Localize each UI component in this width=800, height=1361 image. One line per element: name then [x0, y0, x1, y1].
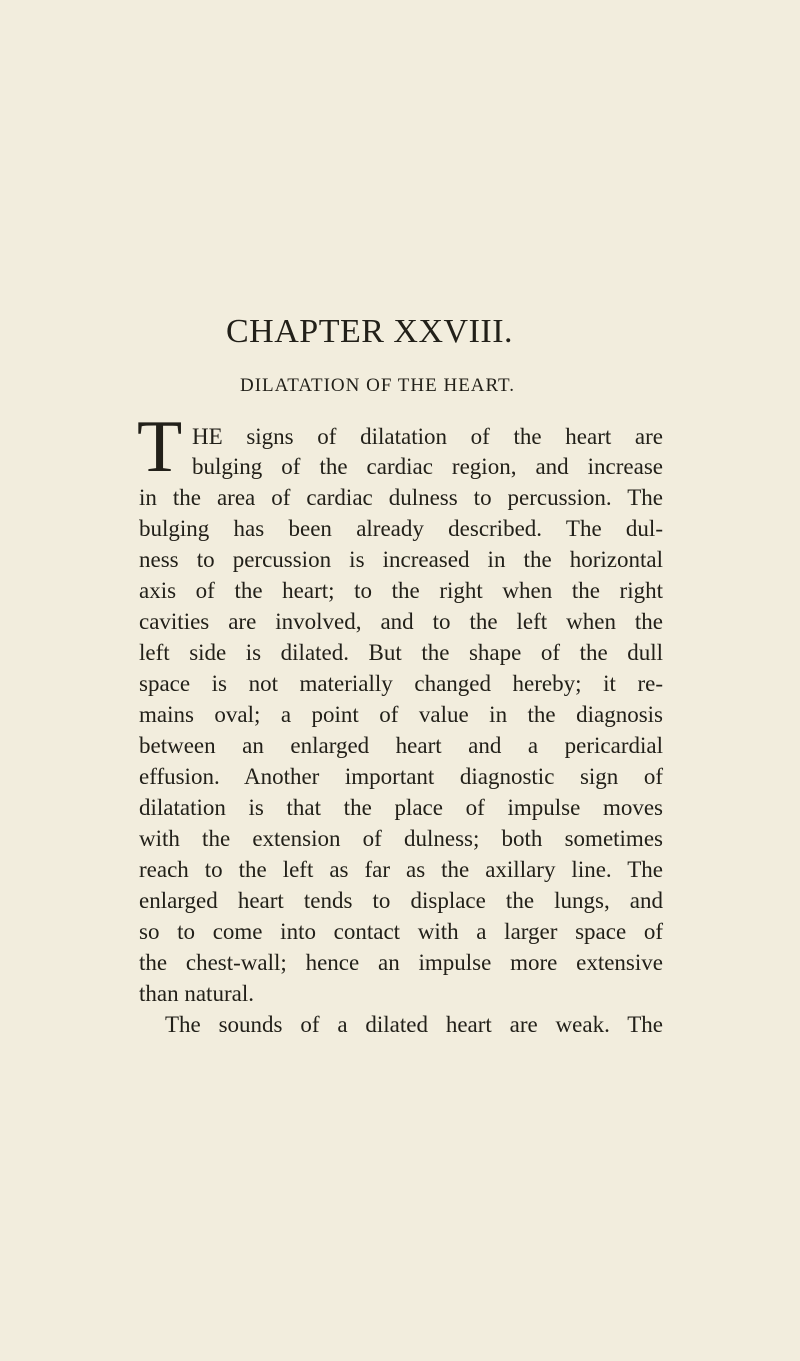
text-line: the chest-wall; hence an impulse more extensive: [139, 950, 663, 975]
text-line: axis of the heart; to the right when the right: [139, 578, 663, 603]
text-line: so to come into contact with a larger space of: [139, 919, 663, 944]
section-heading: DILATATION OF THE HEART.: [240, 375, 515, 396]
text-line: ness to percussion is increased in the horizontal: [139, 547, 663, 572]
text-line: with the extension of dulness; both sometimes: [139, 826, 663, 851]
text-line: effusion. Another important diagnostic sign of: [139, 764, 663, 789]
text-line: cavities are involved, and to the left when the: [139, 609, 663, 634]
drop-cap: T: [137, 406, 183, 488]
text-line: HE signs of dilatation of the heart are: [192, 424, 663, 449]
text-line: The sounds of a dilated heart are weak. The: [165, 1012, 663, 1037]
text-line: space is not materially changed hereby; it re-: [139, 671, 663, 696]
text-line: enlarged heart tends to displace the lungs, and: [139, 888, 663, 913]
text-line: in the area of cardiac dulness to percussion. The: [139, 485, 663, 510]
text-line: dilatation is that the place of impulse moves: [139, 795, 663, 820]
text-line: mains oval; a point of value in the diagnosis: [139, 702, 663, 727]
text-line: reach to the left as far as the axillary line. The: [139, 857, 663, 882]
text-line: left side is dilated. But the shape of the dull: [139, 640, 663, 665]
text-line: bulging of the cardiac region, and increase: [192, 454, 663, 479]
text-line: bulging has been already described. The dul-: [139, 516, 663, 541]
text-line: than natural.: [139, 981, 254, 1006]
text-line: between an enlarged heart and a pericardial: [139, 733, 663, 758]
chapter-title: CHAPTER XXVIII.: [226, 313, 514, 350]
